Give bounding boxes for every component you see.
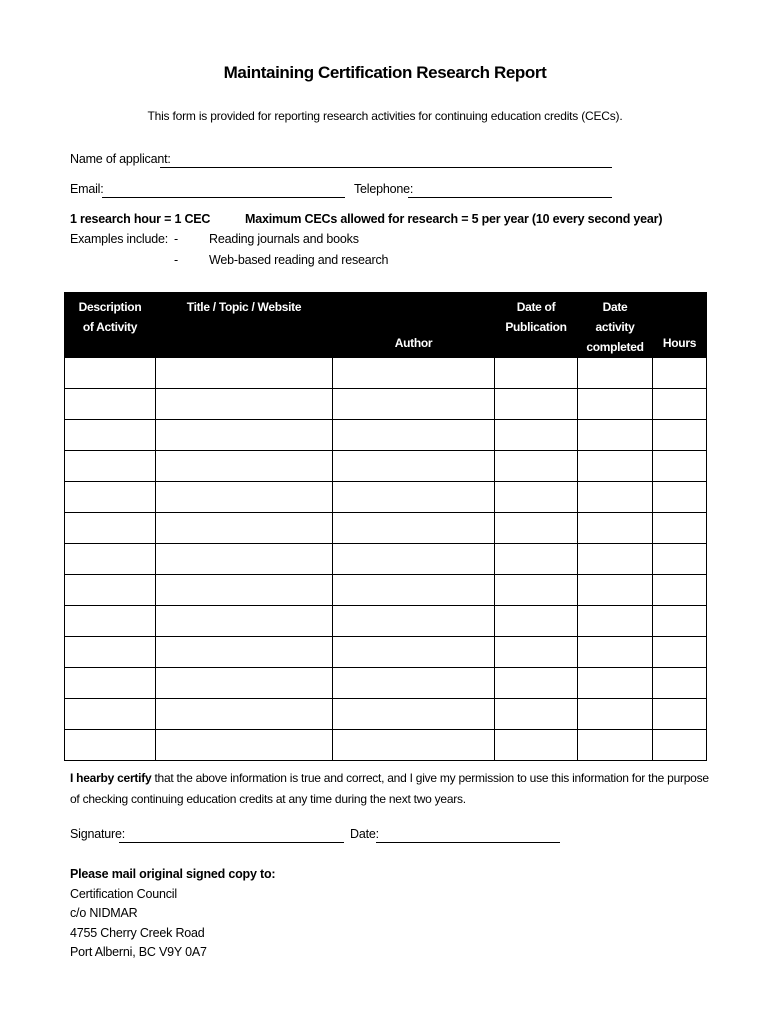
example-item: Web-based reading and research — [209, 253, 389, 267]
cell-date-published[interactable] — [495, 451, 578, 482]
cell-date-published[interactable] — [495, 575, 578, 606]
cell-date-published[interactable] — [495, 482, 578, 513]
cell-description[interactable] — [65, 451, 156, 482]
applicant-field[interactable] — [160, 167, 612, 168]
table-row — [65, 513, 707, 544]
header-date-pub-line1: Date of — [516, 300, 556, 314]
mail-line: c/o NIDMAR — [70, 906, 138, 920]
cell-date-published[interactable] — [495, 389, 578, 420]
cell-hours[interactable] — [653, 544, 707, 575]
cell-description[interactable] — [65, 358, 156, 389]
cell-hours[interactable] — [653, 730, 707, 761]
table-row — [65, 451, 707, 482]
mailing-address — [70, 865, 275, 963]
header-description-line1: Description — [78, 300, 142, 314]
cell-date-completed[interactable] — [578, 544, 653, 575]
email-field[interactable] — [102, 197, 345, 198]
signature-field[interactable] — [119, 842, 344, 843]
header-date-done-line1: Date activity — [595, 300, 635, 334]
telephone-field[interactable] — [408, 197, 612, 198]
cell-author[interactable] — [333, 420, 495, 451]
cell-description[interactable] — [65, 730, 156, 761]
date-label: Date: — [350, 827, 379, 841]
certify-bold: I hearby certify — [70, 771, 152, 785]
cell-hours[interactable] — [653, 513, 707, 544]
cell-title[interactable] — [156, 575, 333, 606]
cell-date-published[interactable] — [495, 513, 578, 544]
cell-date-published[interactable] — [495, 637, 578, 668]
example-item: Reading journals and books — [209, 232, 359, 246]
signature-label: Signature: — [70, 827, 125, 841]
max-cec-rule: Maximum CECs allowed for research = 5 per year (10 every second year) — [245, 212, 663, 226]
cell-description[interactable] — [65, 544, 156, 575]
cell-description[interactable] — [65, 482, 156, 513]
activity-table-body — [65, 358, 707, 761]
hour-rule: 1 research hour = 1 CEC — [70, 212, 211, 226]
cell-date-completed[interactable] — [578, 637, 653, 668]
cell-author[interactable] — [333, 389, 495, 420]
cell-title[interactable] — [156, 730, 333, 761]
cell-hours[interactable] — [653, 699, 707, 730]
cell-date-completed[interactable] — [578, 699, 653, 730]
certification-statement — [70, 768, 710, 810]
cell-author[interactable] — [333, 606, 495, 637]
cell-author[interactable] — [333, 451, 495, 482]
cell-date-published[interactable] — [495, 544, 578, 575]
examples-label: Examples include: — [70, 232, 169, 246]
cell-description[interactable] — [65, 637, 156, 668]
example-bullet: - — [174, 232, 178, 246]
form-title: Maintaining Certification Research Report — [223, 63, 547, 82]
cell-author[interactable] — [333, 637, 495, 668]
cell-date-completed[interactable] — [578, 668, 653, 699]
cell-author[interactable] — [333, 668, 495, 699]
cell-hours[interactable] — [653, 389, 707, 420]
applicant-label: Name of applicant: — [70, 152, 171, 166]
cell-author[interactable] — [333, 358, 495, 389]
cell-date-completed[interactable] — [578, 358, 653, 389]
cell-description[interactable] — [65, 606, 156, 637]
cell-date-completed[interactable] — [578, 451, 653, 482]
email-label: Email: — [70, 182, 104, 196]
cell-title[interactable] — [156, 513, 333, 544]
table-row — [65, 389, 707, 420]
cell-date-completed[interactable] — [578, 389, 653, 420]
cell-title[interactable] — [156, 668, 333, 699]
cell-title[interactable] — [156, 482, 333, 513]
header-hours: Hours — [653, 293, 707, 358]
mail-line: Certification Council — [70, 886, 177, 901]
cell-date-published[interactable] — [495, 420, 578, 451]
table-row — [65, 606, 707, 637]
cell-hours[interactable] — [653, 606, 707, 637]
cell-title[interactable] — [156, 699, 333, 730]
cell-title[interactable] — [156, 420, 333, 451]
cell-title[interactable] — [156, 606, 333, 637]
cell-date-completed[interactable] — [578, 513, 653, 544]
table-row — [65, 420, 707, 451]
cell-date-completed[interactable] — [578, 420, 653, 451]
cell-description[interactable] — [65, 389, 156, 420]
cell-description[interactable] — [65, 420, 156, 451]
table-header-row — [65, 293, 707, 358]
certify-text: that the above information is true and correct, and I give my permission to use this information for the purpose of checking continuing education credits at any time during the next two years. — [70, 771, 709, 806]
mail-line: 4755 Cherry Creek Road — [70, 925, 205, 940]
cell-hours[interactable] — [653, 575, 707, 606]
cell-description[interactable] — [65, 575, 156, 606]
form-intro: This form is provided for reporting research activities for continuing education credits (CECs). — [147, 109, 623, 123]
mail-line: Port Alberni, BC V9Y 0A7 — [70, 945, 207, 959]
header-description — [65, 293, 156, 358]
mail-heading: Please mail original signed copy to: — [70, 867, 276, 881]
header-description-line2: of Activity — [82, 320, 138, 334]
table-row — [65, 668, 707, 699]
table-row — [65, 482, 707, 513]
cell-title[interactable] — [156, 358, 333, 389]
header-date-pub-line2: Publication — [505, 320, 567, 334]
table-row — [65, 358, 707, 389]
table-row — [65, 637, 707, 668]
cell-hours[interactable] — [653, 482, 707, 513]
cell-hours[interactable] — [653, 358, 707, 389]
cell-description[interactable] — [65, 668, 156, 699]
cell-date-completed[interactable] — [578, 730, 653, 761]
activity-table — [64, 292, 707, 761]
cell-author[interactable] — [333, 730, 495, 761]
cell-date-published[interactable] — [495, 606, 578, 637]
date-field[interactable] — [376, 842, 560, 843]
header-date-done-line2: completed — [586, 340, 644, 354]
cell-author[interactable] — [333, 699, 495, 730]
cell-date-published[interactable] — [495, 358, 578, 389]
table-row — [65, 544, 707, 575]
telephone-label: Telephone: — [354, 182, 414, 196]
cell-description[interactable] — [65, 699, 156, 730]
cell-title[interactable] — [156, 389, 333, 420]
cell-title[interactable] — [156, 637, 333, 668]
cell-date-published[interactable] — [495, 699, 578, 730]
header-author: Author — [333, 293, 495, 358]
cell-author[interactable] — [333, 482, 495, 513]
cell-title[interactable] — [156, 544, 333, 575]
cell-hours[interactable] — [653, 451, 707, 482]
table-row — [65, 699, 707, 730]
cell-hours[interactable] — [653, 637, 707, 668]
cell-hours[interactable] — [653, 668, 707, 699]
table-row — [65, 575, 707, 606]
cell-date-published[interactable] — [495, 730, 578, 761]
header-date-completed — [578, 293, 653, 358]
cell-author[interactable] — [333, 544, 495, 575]
header-title-topic-website: Title / Topic / Website — [156, 293, 333, 358]
cell-author[interactable] — [333, 575, 495, 606]
cell-description[interactable] — [65, 513, 156, 544]
cell-title[interactable] — [156, 451, 333, 482]
cell-date-published[interactable] — [495, 668, 578, 699]
cell-author[interactable] — [333, 513, 495, 544]
example-bullet: - — [174, 253, 178, 267]
cell-date-completed[interactable] — [578, 575, 653, 606]
cell-hours[interactable] — [653, 420, 707, 451]
cell-date-completed[interactable] — [578, 482, 653, 513]
header-date-of-publication — [495, 293, 578, 358]
table-row — [65, 730, 707, 761]
cell-date-completed[interactable] — [578, 606, 653, 637]
